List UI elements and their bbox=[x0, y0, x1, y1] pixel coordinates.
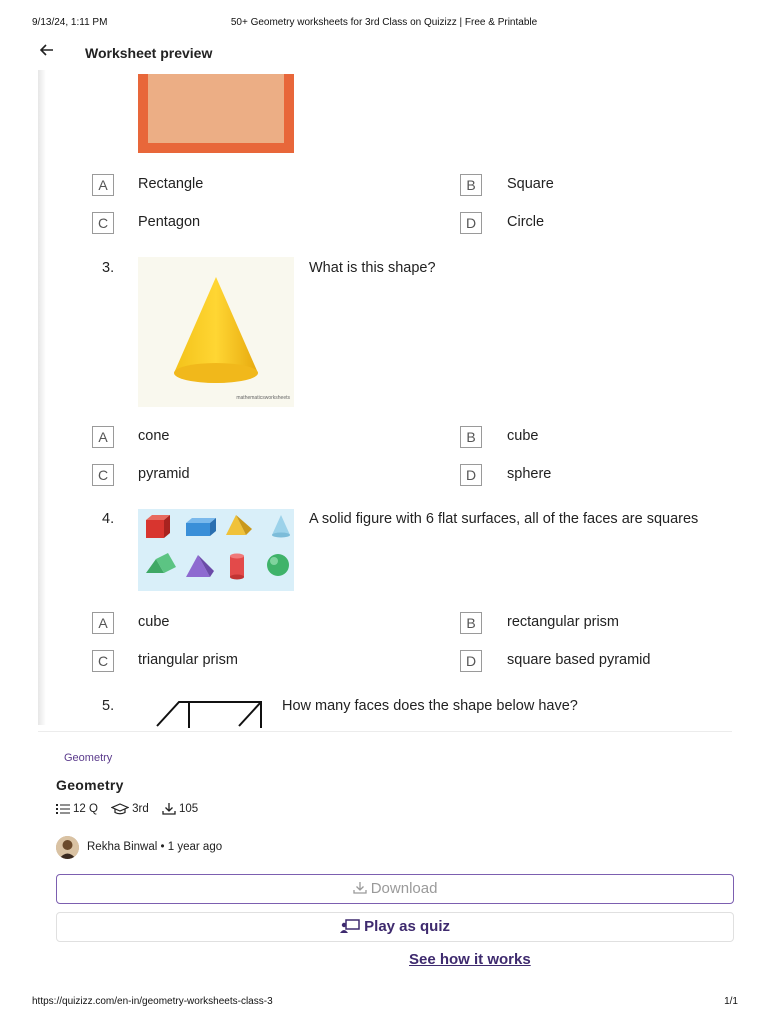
option-text: Rectangle bbox=[138, 176, 204, 192]
option-letter: A bbox=[92, 174, 114, 196]
option-text: square based pyramid bbox=[507, 652, 651, 668]
avatar bbox=[56, 836, 79, 859]
question-number: 5. bbox=[102, 698, 115, 714]
question-count-text: 12 Q bbox=[73, 803, 98, 815]
option-text: sphere bbox=[507, 466, 552, 482]
list-icon bbox=[56, 803, 70, 815]
rectangle-image bbox=[138, 74, 294, 153]
question-text: A solid figure with 6 flat surfaces, all of the faces are squares bbox=[309, 511, 699, 527]
option-text: triangular prism bbox=[138, 652, 238, 668]
worksheet-topbar bbox=[32, 40, 742, 70]
graduation-cap-icon bbox=[111, 803, 129, 815]
question-number: 4. bbox=[102, 511, 115, 527]
option-text: Square bbox=[507, 176, 554, 192]
author-info bbox=[87, 841, 222, 853]
question-text: How many faces does the shape below have? bbox=[282, 698, 578, 714]
option-letter: B bbox=[460, 174, 482, 196]
download-button[interactable] bbox=[56, 874, 734, 904]
worksheet-info-card bbox=[38, 731, 732, 994]
option-text: cone bbox=[138, 428, 170, 444]
download-count bbox=[162, 803, 198, 815]
option-letter: D bbox=[460, 464, 482, 486]
option-letter: B bbox=[460, 426, 482, 448]
print-header bbox=[0, 17, 768, 31]
option-text: Pentagon bbox=[138, 214, 201, 230]
see-how-it-works-link[interactable]: See how it works bbox=[409, 951, 531, 968]
option-letter: D bbox=[460, 650, 482, 672]
arrow-left-icon[interactable] bbox=[40, 43, 54, 60]
option-text: cube bbox=[507, 428, 539, 444]
worksheet-title: Geometry bbox=[56, 777, 124, 793]
download-label: Download bbox=[370, 880, 438, 897]
grade bbox=[111, 803, 149, 815]
print-page: 1/1 bbox=[724, 996, 738, 1007]
author-name[interactable]: Rekha Binwal bbox=[87, 841, 158, 853]
question-number: 3. bbox=[102, 260, 115, 276]
download-icon bbox=[353, 882, 367, 894]
play-label: Play as quiz bbox=[364, 918, 451, 935]
worksheet-meta bbox=[56, 803, 208, 819]
option-letter: C bbox=[92, 212, 114, 234]
scroll-edge bbox=[38, 70, 46, 725]
option-text: pyramid bbox=[138, 466, 190, 482]
option-letter: A bbox=[92, 612, 114, 634]
posted-time: 1 year ago bbox=[167, 841, 223, 853]
option-letter: D bbox=[460, 212, 482, 234]
play-as-quiz-button[interactable] bbox=[56, 912, 734, 942]
cone-image bbox=[138, 257, 294, 407]
option-letter: B bbox=[460, 612, 482, 634]
prism-image bbox=[155, 698, 265, 728]
option-letter: C bbox=[92, 464, 114, 486]
download-icon bbox=[162, 803, 176, 815]
presentation-icon bbox=[340, 919, 360, 933]
print-title: 50+ Geometry worksheets for 3rd Class on Quizizz | Free & Printable bbox=[230, 17, 538, 28]
print-url: https://quizizz.com/en-in/geometry-worksheets-class-3 bbox=[32, 996, 273, 1007]
solid-figures-image bbox=[138, 509, 294, 591]
option-text: Circle bbox=[507, 214, 545, 230]
image-watermark: mathematicsworksheets bbox=[236, 395, 290, 401]
option-letter: A bbox=[92, 426, 114, 448]
option-text: cube bbox=[138, 614, 170, 630]
print-date: 9/13/24, 1:11 PM bbox=[32, 17, 108, 28]
option-text: rectangular prism bbox=[507, 614, 620, 630]
question-text: What is this shape? bbox=[309, 260, 436, 276]
question-count bbox=[56, 803, 98, 815]
separator-dot: • bbox=[160, 841, 168, 853]
page-title: Worksheet preview bbox=[85, 45, 213, 61]
grade-text: 3rd bbox=[132, 803, 149, 815]
download-count-text: 105 bbox=[178, 803, 199, 815]
option-letter: C bbox=[92, 650, 114, 672]
category-link[interactable]: Geometry bbox=[64, 752, 113, 764]
